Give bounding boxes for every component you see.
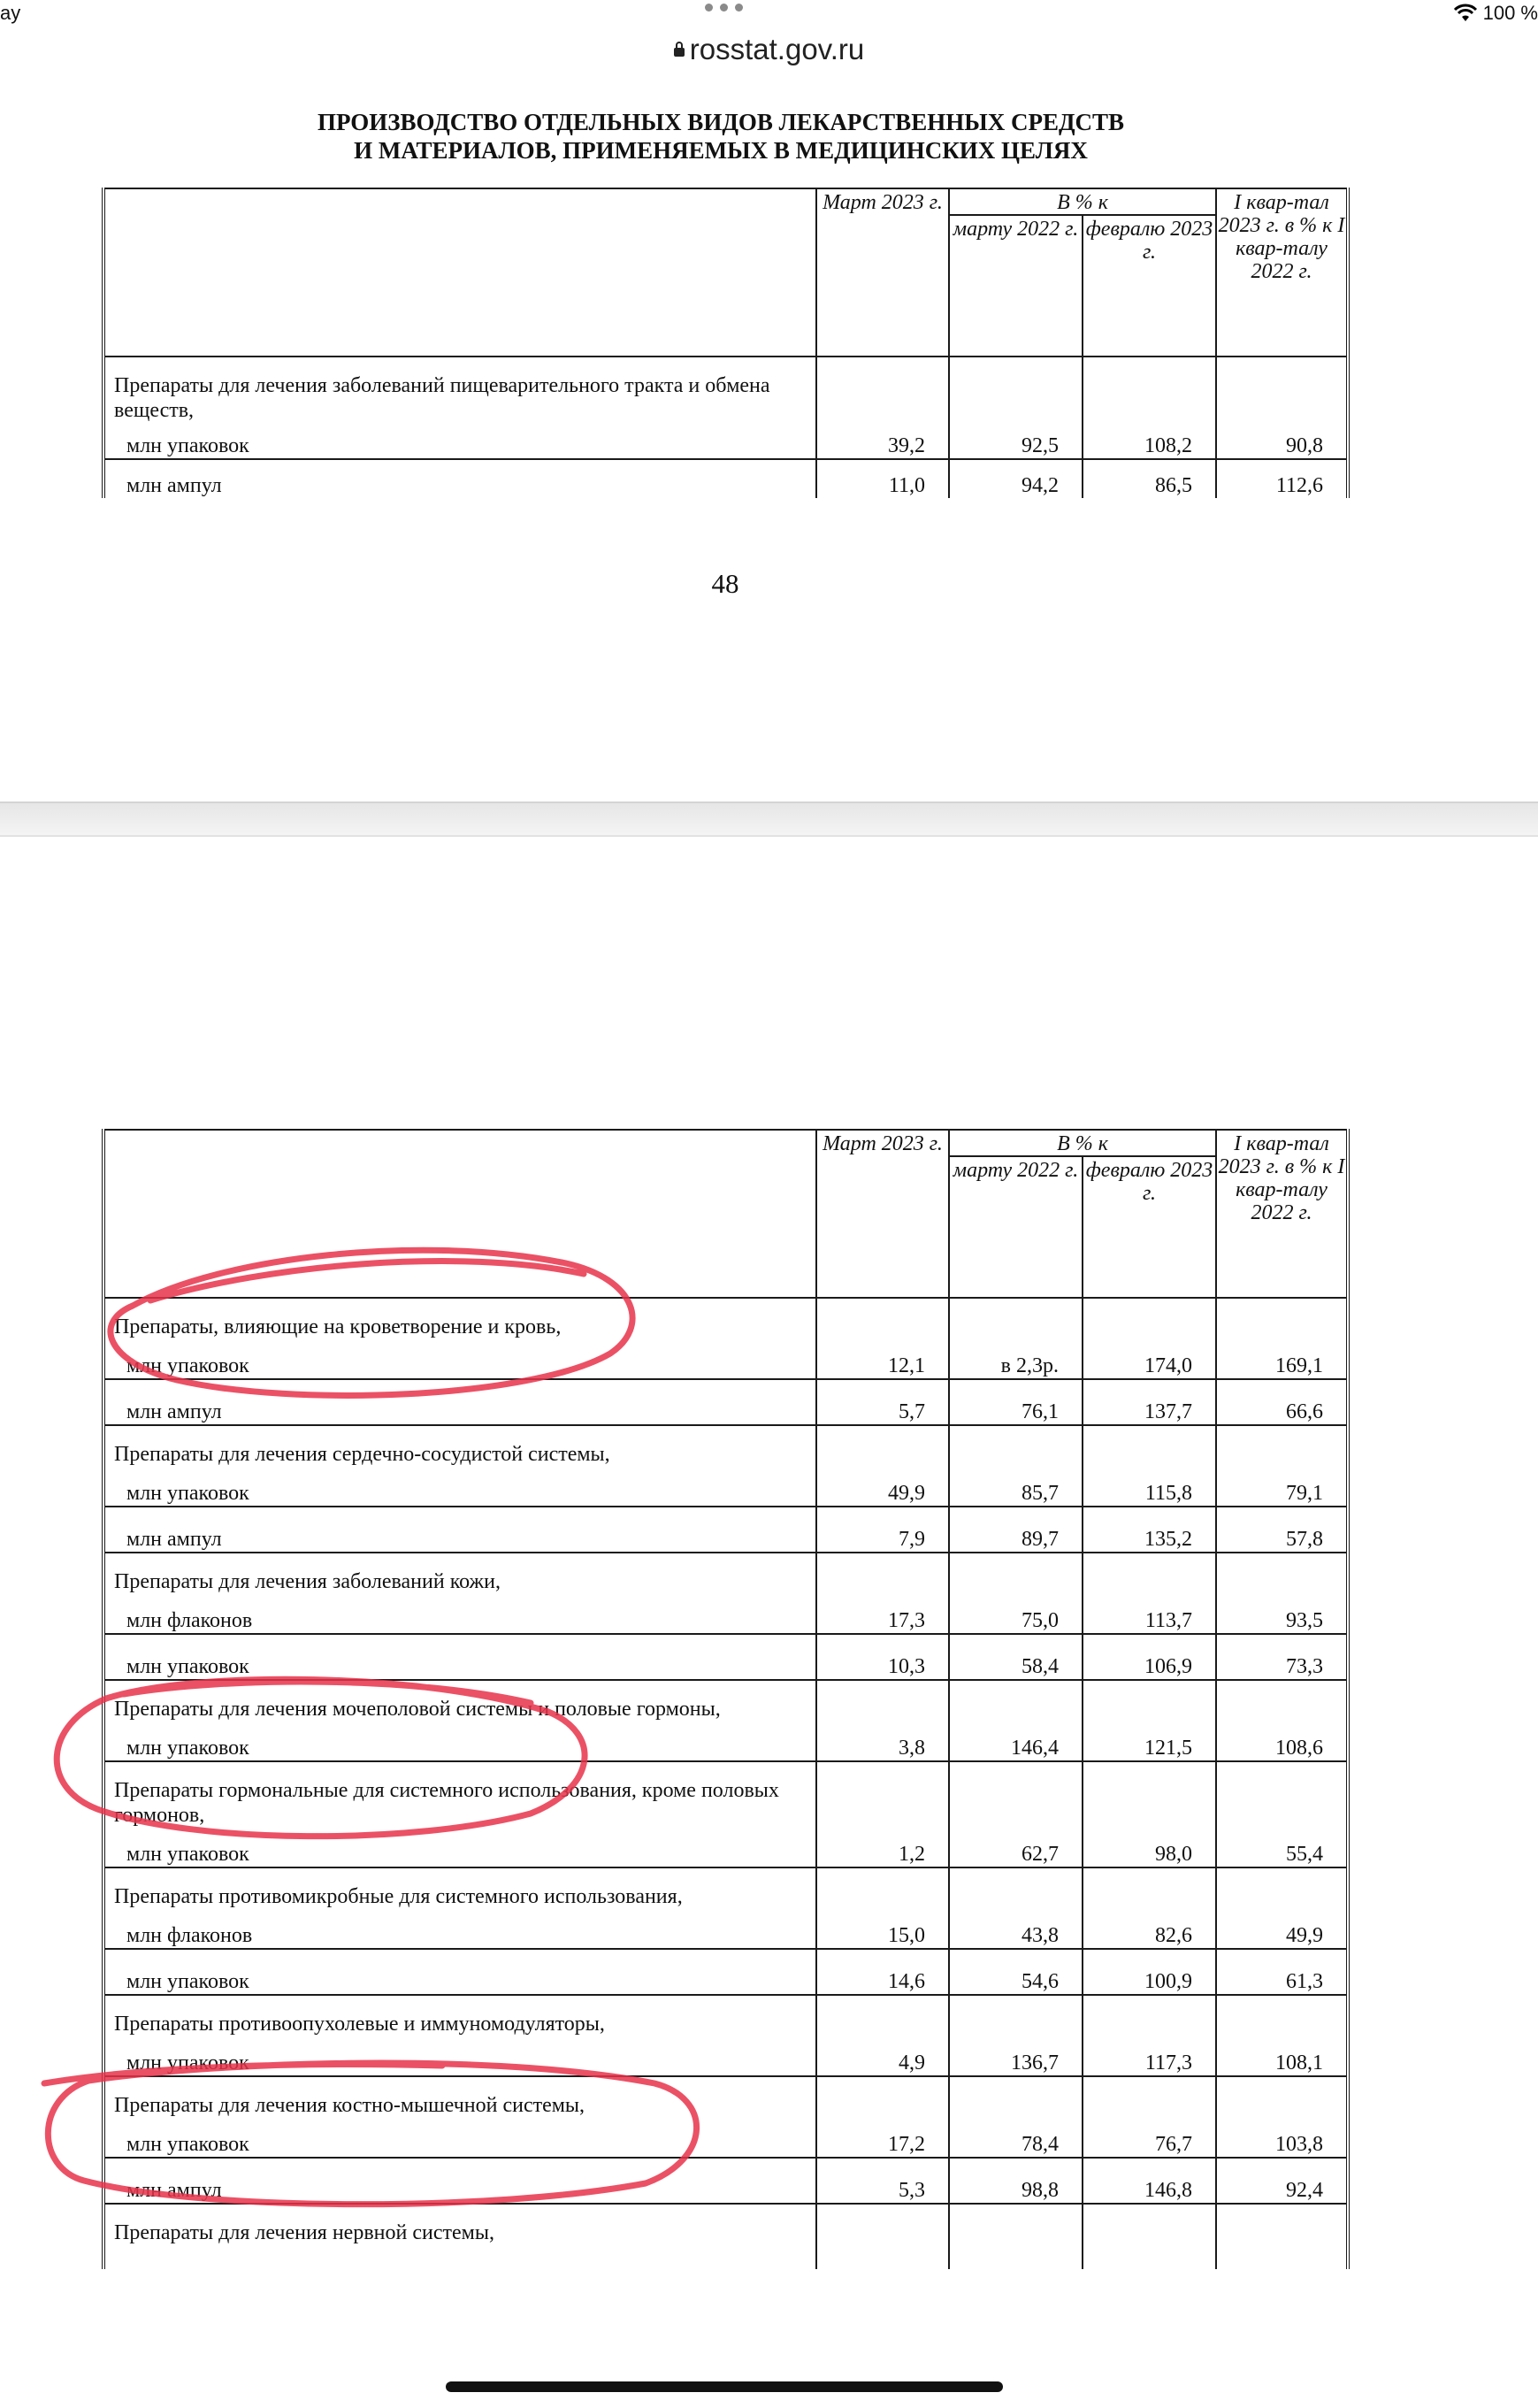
table-cell: 94,2 [949, 459, 1083, 498]
table-cell: 15,0 [816, 1867, 949, 1949]
table-row-label: Препараты для лечения сердечно-сосудистой системы, млн упаковок [103, 1425, 816, 1507]
header-feb-2023: февралю 2023 г. [1083, 1156, 1216, 1298]
table-cell: 117,3 [1083, 1995, 1216, 2076]
table-row [103, 1680, 1348, 1761]
table-cell: 121,5 [1083, 1680, 1216, 1761]
table-row-label: млн упаковок [103, 1949, 816, 1995]
table-cell: 106,9 [1083, 1634, 1216, 1680]
table-row-label: млн ампул [103, 1507, 816, 1553]
table-cell: 10,3 [816, 1634, 949, 1680]
status-bar [0, 0, 1538, 27]
table-row-label: млн ампул [103, 1379, 816, 1425]
table-row-label: Препараты противоопухолевые и иммуномодуляторы, млн упаковок [103, 1995, 816, 2076]
url-bar[interactable] [0, 30, 1538, 69]
table-cell: 93,5 [1216, 1553, 1348, 1634]
table-cell: 78,4 [949, 2076, 1083, 2158]
table-cell: в 2,3р. [949, 1298, 1083, 1379]
table-cell: 136,7 [949, 1995, 1083, 2076]
table-cell: 108,2 [1083, 357, 1216, 459]
table-cell: 17,2 [816, 2076, 949, 2158]
document-title: ПРОИЗВОДСТВО ОТДЕЛЬНЫХ ВИДОВ ЛЕКАРСТВЕННЫХ СРЕДСТВ И МАТЕРИАЛОВ, ПРИМЕНЯЕМЫХ В МЕДИЦИНСКИХ ЦЕЛЯХ [317, 109, 1125, 164]
table-row [103, 1634, 1348, 1680]
table-cell: 174,0 [1083, 1298, 1216, 1379]
table-cell: 112,6 [1216, 459, 1348, 498]
table-row [103, 1995, 1348, 2076]
header-blank-cell [103, 1130, 816, 1298]
table-row [103, 1949, 1348, 1995]
table-row [103, 1553, 1348, 1634]
table-cell: 115,8 [1083, 1425, 1216, 1507]
table-cell: 58,4 [949, 1634, 1083, 1680]
table-cell: 89,7 [949, 1507, 1083, 1553]
header-march-2022: марту 2022 г. [949, 215, 1083, 357]
table-cell: 4,9 [816, 1995, 949, 2076]
table-cell: 1,2 [816, 1761, 949, 1867]
table-row-label: Препараты гормональные для системного использования, кроме половых гормонов, млн упаковок [103, 1761, 816, 1867]
header-blank-cell [103, 188, 816, 357]
table-cell: 54,6 [949, 1949, 1083, 1995]
table-body [103, 1298, 1348, 2269]
header-feb-2023: февралю 2023 г. [1083, 215, 1216, 357]
table-cell: 39,2 [816, 357, 949, 459]
table-cell [1216, 2204, 1348, 2269]
table-cell: 5,3 [816, 2158, 949, 2204]
table-cell: 3,8 [816, 1680, 949, 1761]
table-cell: 76,1 [949, 1379, 1083, 1425]
table-cell [1083, 2204, 1216, 2269]
table-cell: 79,1 [1216, 1425, 1348, 1507]
more-dots-icon[interactable] [705, 4, 743, 12]
header-group-percent: В % к [949, 188, 1216, 215]
table-cell: 100,9 [1083, 1949, 1216, 1995]
table-row [103, 1298, 1348, 1379]
table-cell: 11,0 [816, 459, 949, 498]
table-row [103, 1761, 1348, 1867]
table-cell: 12,1 [816, 1298, 949, 1379]
table-row-label: млн упаковок [103, 1634, 816, 1680]
table-row [103, 1867, 1348, 1949]
table-cell: 43,8 [949, 1867, 1083, 1949]
table-row [103, 1507, 1348, 1553]
header-q1: I квар-тал 2023 г. в % к I квар-талу 2022 г. [1216, 1130, 1348, 1298]
table-row-label: Препараты для лечения мочеполовой системы и половые гормоны, млн упаковок [103, 1680, 816, 1761]
table-cell: 61,3 [1216, 1949, 1348, 1995]
table-cell: 82,6 [1083, 1867, 1216, 1949]
battery-percentage: 100 % [1482, 2, 1538, 24]
table-cell: 146,8 [1083, 2158, 1216, 2204]
header-q1: I квар-тал 2023 г. в % к I квар-талу 2022 г. [1216, 188, 1348, 357]
table-cell: 49,9 [1216, 1867, 1348, 1949]
table-cell: 14,6 [816, 1949, 949, 1995]
table-cell [949, 2204, 1083, 2269]
table-cell: 62,7 [949, 1761, 1083, 1867]
table-cell: 17,3 [816, 1553, 949, 1634]
header-march-2023: Март 2023 г. [816, 1130, 949, 1298]
table-cell: 135,2 [1083, 1507, 1216, 1553]
table-row-label: Препараты для лечения костно-мышечной системы, млн упаковок [103, 2076, 816, 2158]
table-cell: 92,5 [949, 357, 1083, 459]
table-row [103, 1425, 1348, 1507]
table-row-label: Препараты противомикробные для системного использования, млн флаконов [103, 1867, 816, 1949]
table-cell: 108,6 [1216, 1680, 1348, 1761]
document-page-49 [0, 839, 1538, 2408]
production-table-1 [102, 188, 1350, 498]
table-cell: 137,7 [1083, 1379, 1216, 1425]
table-cell: 57,8 [1216, 1507, 1348, 1553]
table-cell: 98,8 [949, 2158, 1083, 2204]
document-page-48 [0, 71, 1538, 796]
table-cell: 103,8 [1216, 2076, 1348, 2158]
table-cell: 66,6 [1216, 1379, 1348, 1425]
table-cell: 98,0 [1083, 1761, 1216, 1867]
table-row-label: Препараты для лечения нервной системы, [103, 2204, 816, 2269]
table-cell: 76,7 [1083, 2076, 1216, 2158]
header-march-2022: марту 2022 г. [949, 1156, 1083, 1298]
table-row [103, 2204, 1348, 2269]
page-number: 48 [711, 568, 739, 599]
wifi-icon [1453, 4, 1478, 23]
table-cell: 73,3 [1216, 1634, 1348, 1680]
status-bar-left-text: ay [0, 2, 21, 24]
header-march-2023: Март 2023 г. [816, 188, 949, 357]
home-indicator[interactable] [446, 2381, 1003, 2392]
table-row-label: Препараты для лечения заболеваний пищеварительного тракта и обмена веществ, млн упаковок [103, 357, 816, 459]
table-cell [816, 2204, 949, 2269]
table-cell: 85,7 [949, 1425, 1083, 1507]
table-row [103, 2076, 1348, 2158]
table-cell: 92,4 [1216, 2158, 1348, 2204]
table-cell: 5,7 [816, 1379, 949, 1425]
table-cell: 49,9 [816, 1425, 949, 1507]
table-cell: 108,1 [1216, 1995, 1348, 2076]
lock-icon [674, 41, 685, 57]
table-row [103, 1379, 1348, 1425]
page-separator [0, 801, 1538, 837]
table-cell: 7,9 [816, 1507, 949, 1553]
table-row [103, 2158, 1348, 2204]
table-cell: 75,0 [949, 1553, 1083, 1634]
url-text[interactable]: rosstat.gov.ru [689, 33, 865, 65]
table-cell: 113,7 [1083, 1553, 1216, 1634]
table-row-label: млн ампул [103, 459, 816, 498]
production-table-2 [102, 1129, 1350, 2269]
table-cell: 146,4 [949, 1680, 1083, 1761]
table-row-label: Препараты, влияющие на кроветворение и кровь, млн упаковок [103, 1298, 816, 1379]
table-cell: 55,4 [1216, 1761, 1348, 1867]
table-row-label: млн ампул [103, 2158, 816, 2204]
table-row-label: Препараты для лечения заболеваний кожи, млн флаконов [103, 1553, 816, 1634]
table-cell: 169,1 [1216, 1298, 1348, 1379]
table-cell: 86,5 [1083, 459, 1216, 498]
header-group-percent: В % к [949, 1130, 1216, 1156]
table-cell: 90,8 [1216, 357, 1348, 459]
